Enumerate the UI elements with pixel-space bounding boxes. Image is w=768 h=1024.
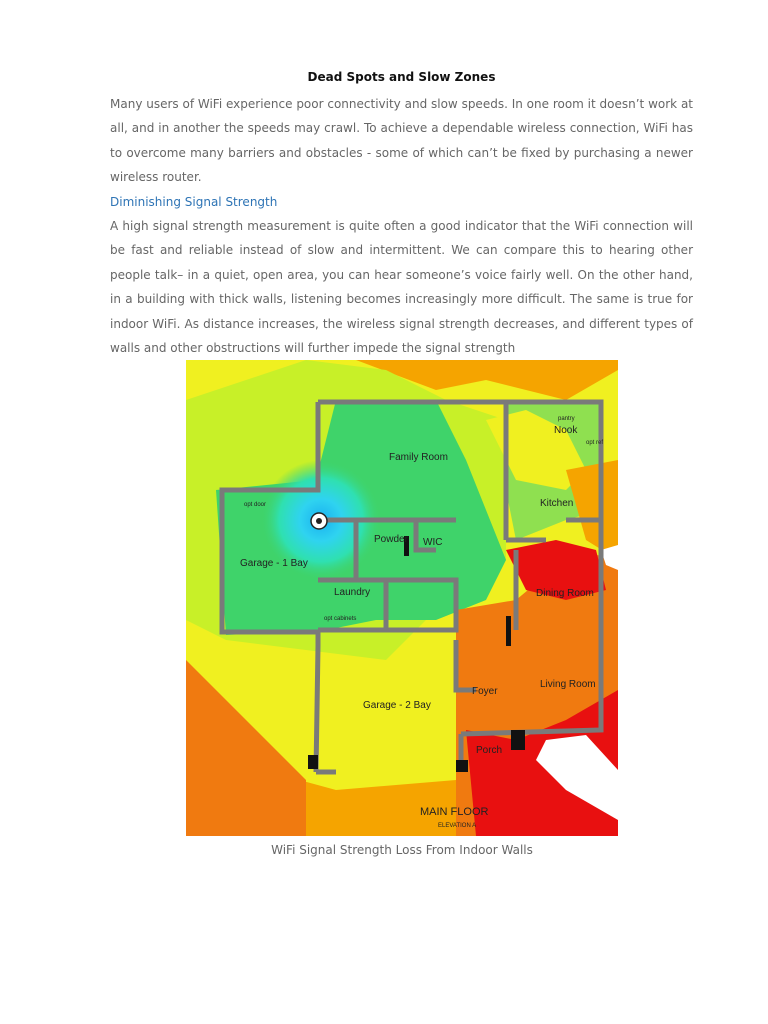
room-label-nook: Nook	[554, 425, 578, 436]
room-label-garage2: Garage - 2 Bay	[363, 700, 431, 711]
room-label-garage1: Garage - 1 Bay	[240, 558, 308, 569]
body-paragraph: A high signal strength measurement is quite often a good indicator that the WiFi connection will be fast and reliable instead of slow and intermittent. We can compare this to hearing other people talk– in a quiet, open area, you can hear someone’s voice fairly well. On the other hand, in a building with thick walls, listening becomes increasingly more difficult. The same is true for indoor WiFi. As distance increases, the wireless signal strength decreases, and different types of walls and other obstructions will further impede the signal strength	[110, 219, 693, 356]
room-label-cabinets: opt cabinets	[324, 616, 357, 622]
room-label-pantry: pantry	[558, 416, 575, 422]
room-label-living: Living Room	[540, 679, 596, 690]
section-heading: Diminishing Signal Strength	[110, 194, 278, 209]
room-label-door: opt door	[244, 502, 267, 508]
room-label-wic: WIC	[423, 537, 443, 548]
room-label-dining: Dining Room	[536, 588, 594, 599]
floor-label: MAIN FLOOR	[420, 806, 489, 818]
room-label-family: Family Room	[389, 452, 448, 463]
elevation-label: ELEVATION A	[438, 823, 477, 829]
figure-caption: WiFi Signal Strength Loss From Indoor Walls	[271, 843, 533, 857]
document-body	[110, 68, 693, 360]
document-title: Dead Spots and Slow Zones	[307, 70, 496, 84]
room-label-laundry: Laundry	[334, 587, 371, 598]
wifi-heatmap-floorplan	[186, 360, 618, 836]
room-label-ref: opt ref	[586, 440, 604, 446]
room-label-kitchen: Kitchen	[540, 498, 574, 509]
room-label-powder: Powder	[374, 534, 408, 545]
room-label-foyer: Foyer	[472, 686, 498, 697]
intro-paragraph: Many users of WiFi experience poor connectivity and slow speeds. In one room it doesn’t work at all, and in another the speeds may crawl. To achieve a dependable wireless connection, WiFi has to overcome many barriers and obstacles - some of which can’t be fixed by purchasing a newer wireless router.	[110, 97, 693, 185]
room-label-porch: Porch	[476, 745, 503, 756]
